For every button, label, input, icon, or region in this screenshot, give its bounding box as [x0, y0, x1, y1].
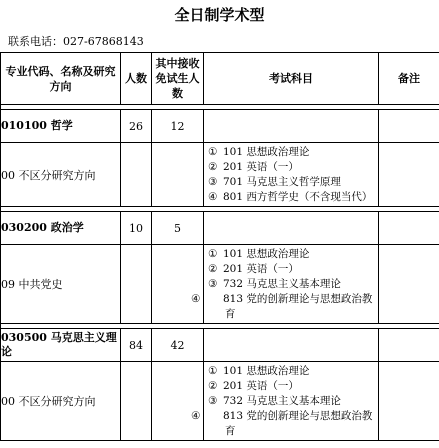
header-major: 专业代码、名称及研究方向 [1, 53, 121, 105]
program-subjects-empty [204, 110, 379, 143]
exam-subject: ④ 813 党的创新理论与思想政治教育 [191, 293, 373, 320]
direction-row [1, 245, 439, 324]
header-subjects: 考试科目 [204, 53, 379, 105]
exam-subject: ② 201 英语（一） [208, 161, 299, 173]
direction-row [1, 143, 439, 207]
program-remark [379, 110, 439, 143]
exam-subject: ③ 732 马克思主义基本理论 [208, 278, 341, 290]
program-subjects-empty [204, 329, 379, 362]
page-title: 全日制学术型 [174, 6, 265, 24]
exam-subject: ② 201 英语（一） [208, 263, 299, 275]
exam-subject: ② 201 英语（一） [208, 380, 299, 392]
direction-row [1, 362, 439, 441]
direction-remark [379, 245, 439, 324]
direction-remark [379, 362, 439, 441]
exam-subject: ③ 732 马克思主义基本理论 [208, 395, 341, 407]
exam-subjects [191, 362, 379, 441]
direction-count [121, 143, 152, 207]
program-exempt: 5 [152, 212, 204, 245]
table-header-row [1, 53, 439, 105]
program-row [1, 110, 439, 143]
program-row [1, 329, 439, 362]
contact-phone: 联系电话：027-67868143 [8, 35, 144, 48]
header-count: 人数 [121, 53, 152, 105]
program-code-name: 030200 政治学 [1, 212, 121, 245]
program-code-name: 030500 马克思主义理论 [1, 329, 121, 362]
program-exempt: 42 [152, 329, 204, 362]
exam-subject: ① 101 思想政治理论 [208, 248, 310, 260]
exam-subject: ④ 801 西方哲学史（不含现当代） [208, 191, 373, 203]
direction-count [121, 245, 152, 324]
direction-name: 09 中共党史 [1, 245, 121, 324]
header-exempt: 其中接收免试生人数 [152, 53, 204, 105]
exam-subject: ① 101 思想政治理论 [208, 146, 310, 158]
exam-subject: ③ 701 马克思主义哲学原理 [208, 176, 341, 188]
program-exempt: 12 [152, 110, 204, 143]
program-remark [379, 329, 439, 362]
direction-name: 00 不区分研究方向 [1, 362, 121, 441]
exam-subjects [191, 245, 379, 324]
program-subjects-empty [204, 212, 379, 245]
direction-count [121, 362, 152, 441]
program-remark [379, 212, 439, 245]
admissions-table [0, 52, 439, 441]
program-count: 26 [121, 110, 152, 143]
program-code-name: 010100 哲学 [1, 110, 121, 143]
direction-name: 00 不区分研究方向 [1, 143, 121, 207]
direction-exempt [152, 143, 204, 207]
direction-exempt [152, 362, 204, 441]
program-row [1, 212, 439, 245]
exam-subject: ④ 813 党的创新理论与思想政治教育 [191, 410, 373, 437]
direction-exempt [152, 245, 204, 324]
direction-remark [379, 143, 439, 207]
program-count: 84 [121, 329, 152, 362]
program-count: 10 [121, 212, 152, 245]
exam-subjects [204, 143, 379, 207]
header-remark: 备注 [379, 53, 439, 105]
exam-subject: ① 101 思想政治理论 [208, 365, 310, 377]
